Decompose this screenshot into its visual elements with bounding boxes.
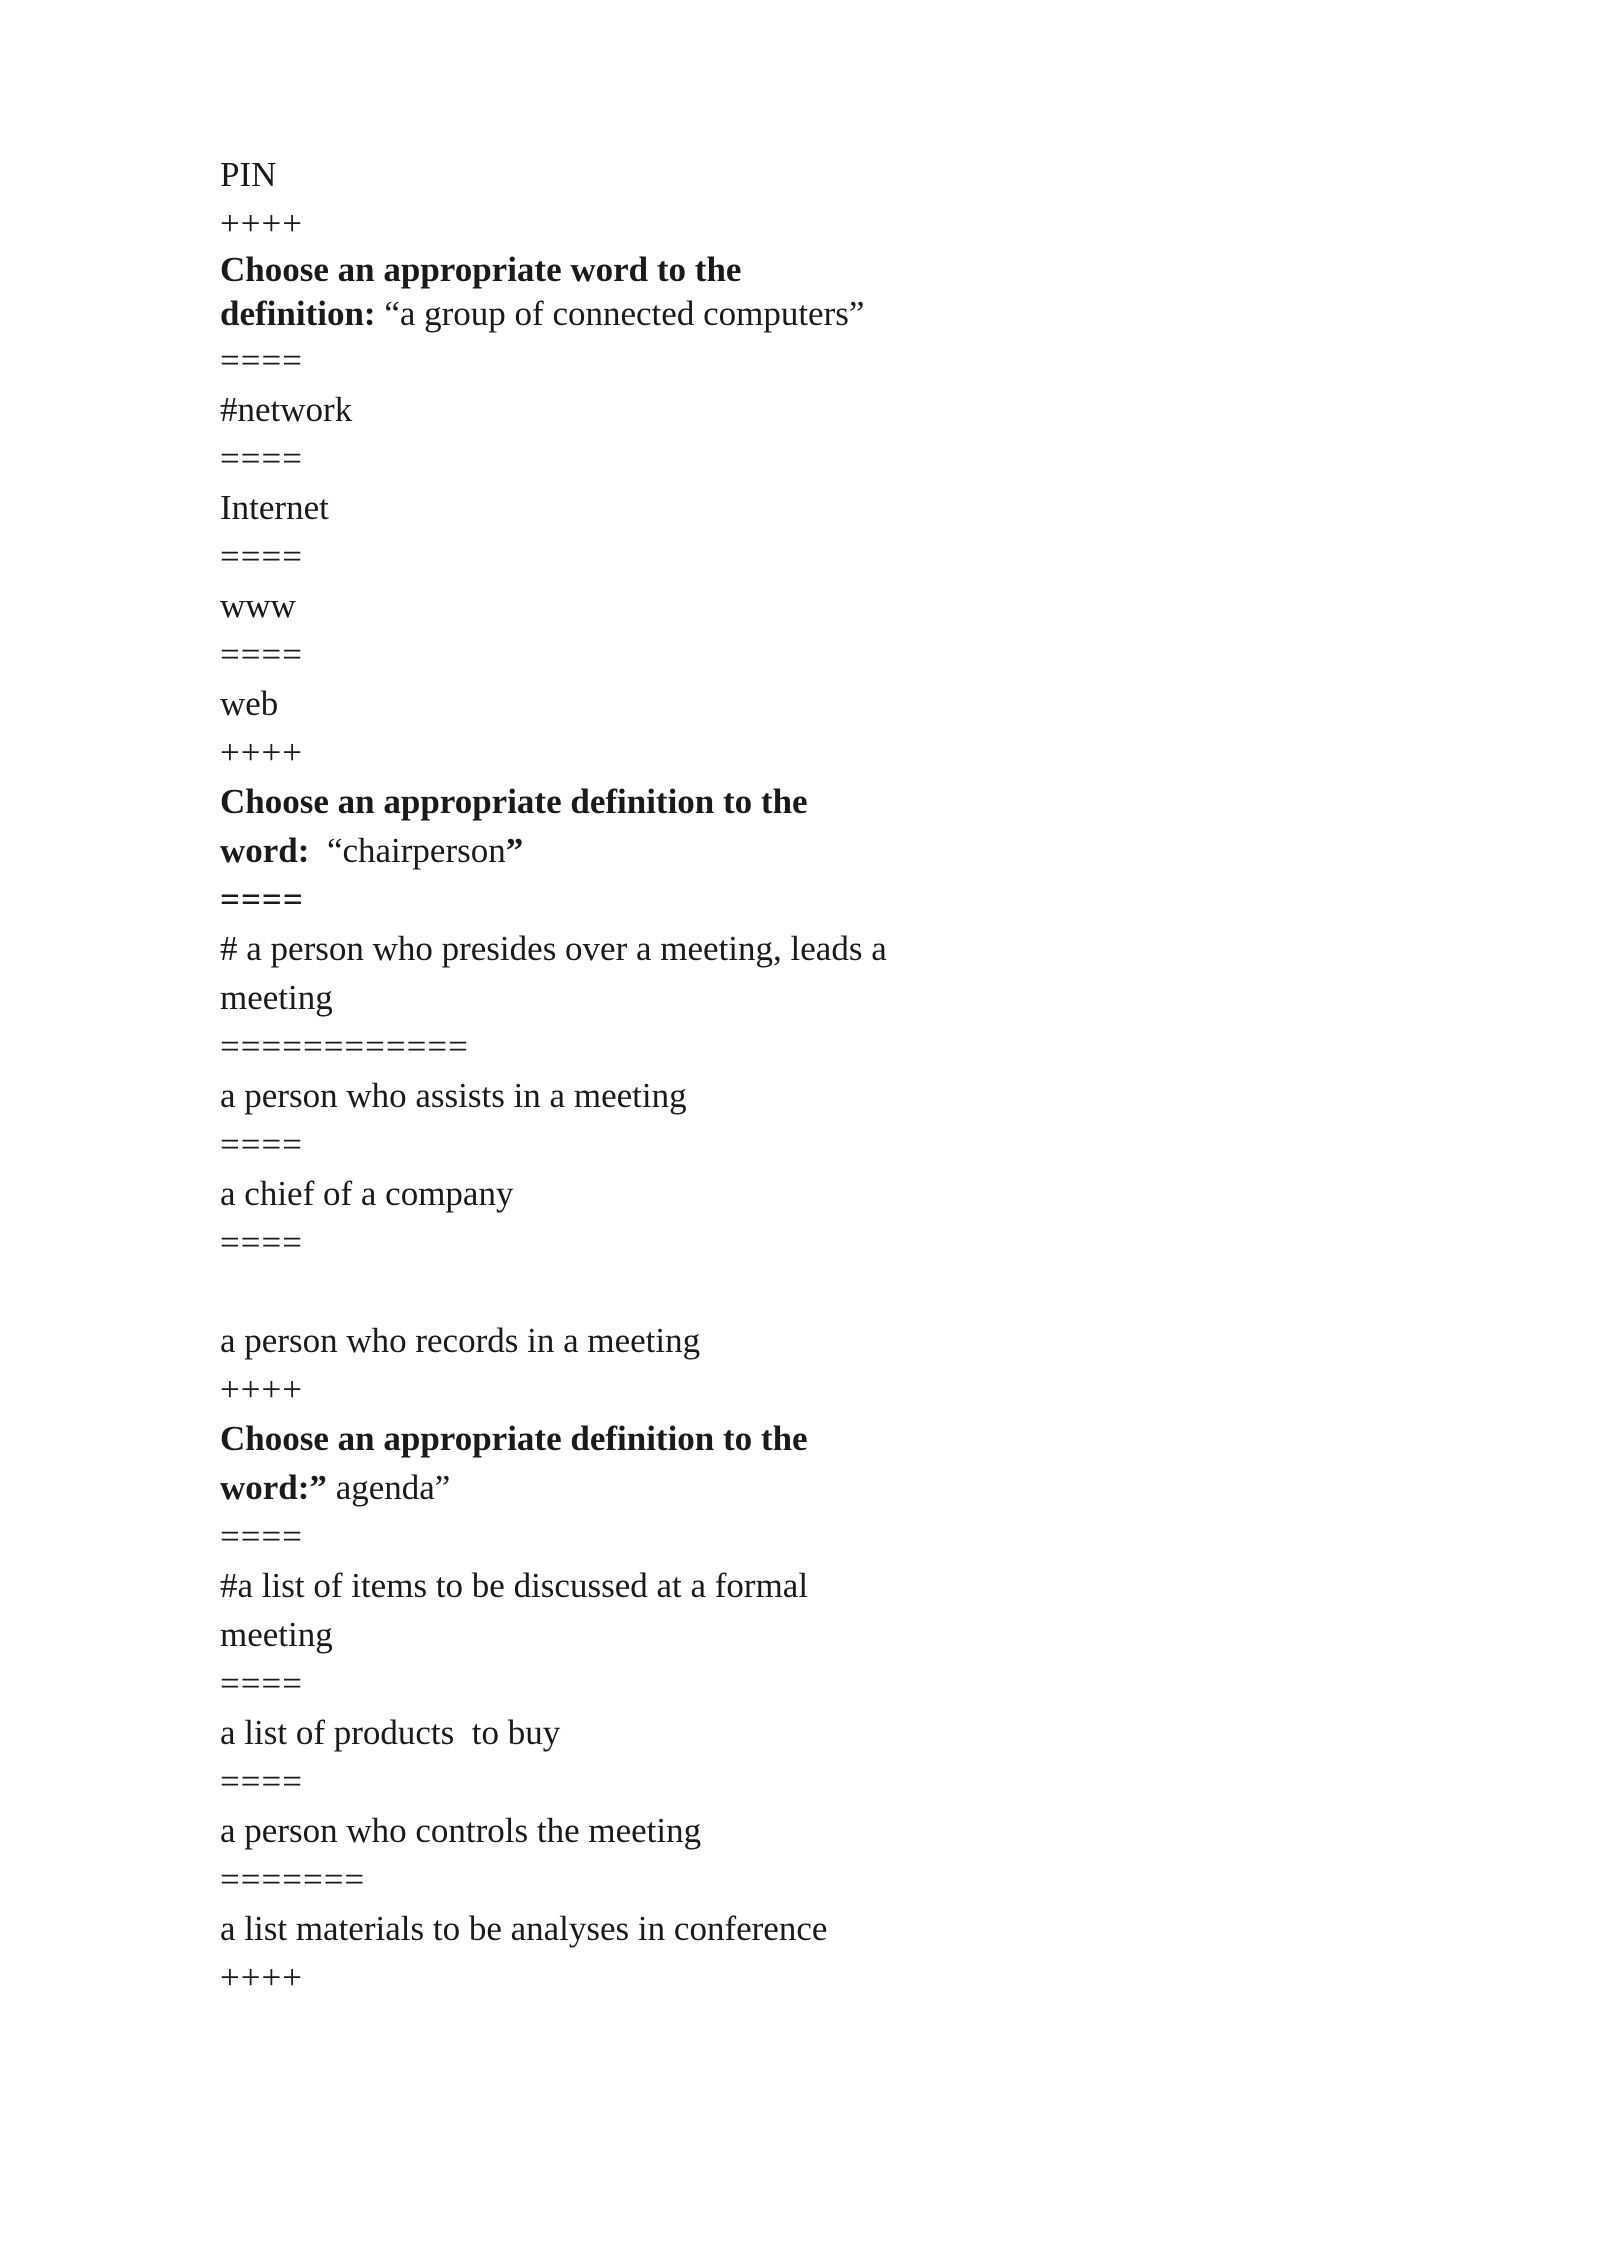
option: a person who assists in a meeting [220,1076,687,1115]
option-separator: ==== [220,635,303,674]
prompt-bold: word: [220,831,310,870]
prompt-bold: word:” [220,1468,327,1507]
option: a person who records in a meeting [220,1321,701,1360]
question-prompt [220,1414,980,1463]
option-correct: #network [220,390,353,429]
prompt-text: agenda” [326,1468,451,1507]
option: a list materials to be analyses in conference [220,1909,828,1948]
question-marker: ++++ [220,1958,303,1997]
prompt-close-quote: ” [505,831,524,870]
prompt-bold: definition: [220,294,376,333]
prompt-text: “chairperson [309,831,506,870]
prompt-bold: Choose an appropriate definition to the [220,782,808,821]
question-prompt [220,248,980,292]
option: a list of products to buy [220,1713,561,1752]
question-marker: ++++ [220,204,303,243]
prompt-bold: Choose an appropriate definition to the [220,1419,808,1458]
option: a person who controls the meeting [220,1811,702,1850]
question-prompt-cont [220,826,980,875]
option-separator: ==== [220,1762,303,1801]
option-separator: ==== [220,1517,303,1556]
question-prompt-cont [220,1463,980,1512]
option-separator: ======= [220,1860,366,1899]
prompt-text: “a group of connected computers” [375,294,865,333]
option-correct: #a list of items to be discussed at a formal [220,1566,809,1605]
option-separator: ==== [220,1664,303,1703]
document-content [220,150,980,2002]
question-prompt [220,777,980,826]
prompt-bold: Choose an appropriate word to the [220,250,742,289]
option-separator: ==== [220,439,303,478]
option: www [220,586,296,625]
option-separator: ==== [220,1125,303,1164]
question-prompt-cont [220,292,980,336]
option: web [220,684,279,723]
blank-line [220,1267,980,1316]
option: Internet [220,488,329,527]
option-separator [220,875,980,924]
separator-bold: ==== [220,880,304,919]
option-correct-cont: meeting [220,978,333,1017]
option-separator: ==== [220,1223,303,1262]
option-correct-cont: meeting [220,1615,333,1654]
option-separator: ==== [220,341,303,380]
option-separator: ============ [220,1027,469,1066]
option-separator: ==== [220,537,303,576]
option-correct: # a person who presides over a meeting, leads a [220,929,887,968]
option: a chief of a company [220,1174,514,1213]
doc-header: PIN [220,155,277,194]
question-marker: ++++ [220,1370,303,1409]
question-marker: ++++ [220,733,303,772]
